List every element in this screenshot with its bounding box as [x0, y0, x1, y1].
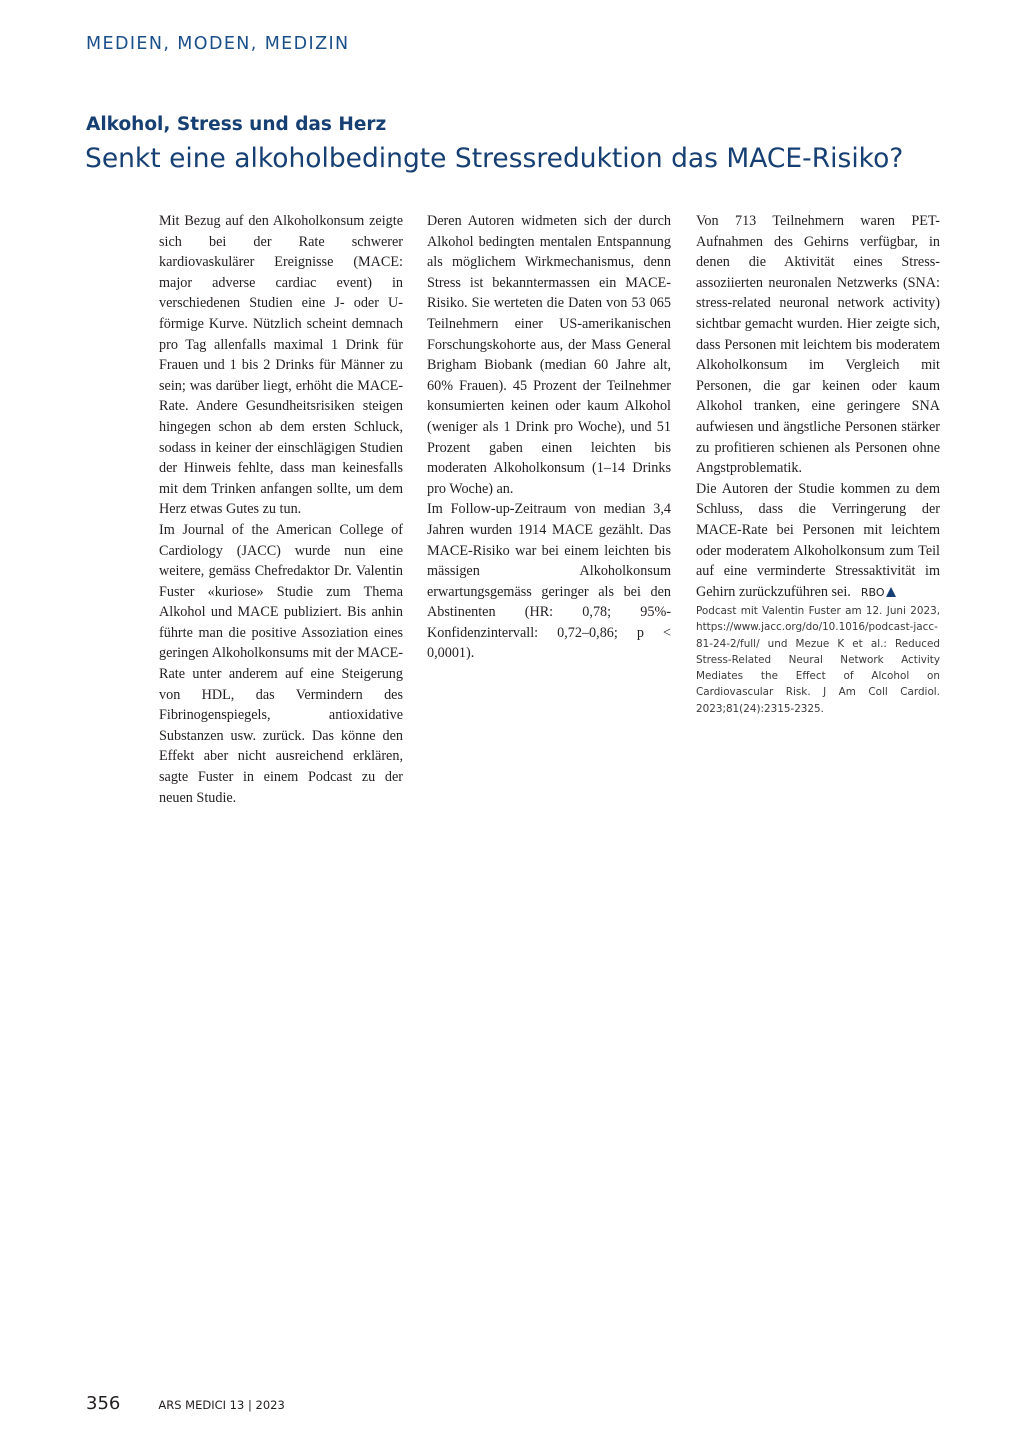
page-number: 356 [86, 1393, 121, 1414]
article-title: Senkt eine alkoholbedingte Stressreduktion das MACE-Risiko? [85, 143, 904, 174]
section-label: MEDIEN, MODEN, MEDIZIN [86, 34, 350, 54]
body-paragraph: Mit Bezug auf den Alkoholkonsum zeigte sich bei der Rate schwerer kardiovaskulärer Ereignisse (MACE: major adverse cardiac event) in verschiedenen Studien eine J- oder U-förmige Kurve. Nützlich scheint demnach pro Tag allenfalls maximal 1 Drink für Frauen und 1 bis 2 Drinks für Männer zu sein; was darüber liegt, erhöht die MACE-Rate. Andere Gesundheitsrisiken steigen hingegen schon ab dem ersten Schluck, sodass in keiner der einschlägigen Studien der Hinweis fehlte, dass man keinesfalls mit dem Trinken anfangen sollte, um dem Herz etwas Gutes zu tun. [159, 213, 403, 518]
body-paragraph: Im Journal of the American College of Cardiology (JACC) wurde nun eine weitere, gemäss Chefredaktor Dr. Valentin Fuster «kuriose» Studie zum Thema Alkohol und MACE publiziert. Bis anhin führte man die positive Assoziation eines geringen Alkoholkonsums mit der MACE-Rate unter anderem auf eine Steigerung von HDL, das Vermindern des Fibrinogenspiegels, antioxidative Substanzen usw. zurück. Das könne den Effekt aber nicht ausreichend erklären, sagte Fuster in einem Podcast zu der neuen Studie. [159, 521, 403, 806]
body-paragraph: Deren Autoren widmeten sich der durch Alkohol bedingten mentalen Entspannung als möglichem Wirkmechanismus, denn Stress ist bekanntermassen ein MACE-Risiko. Sie werteten die Daten von 53 065 Teilnehmern einer US-amerikanischen Forschungskohorte aus, der Mass General Brigham Biobank (median 60 Jahre alt, 60% Frauen). 45 Prozent der Teilnehmer konsumierten keinen oder kaum Alkohol (weniger als 1 Drink pro Woche), und 51 Prozent gaben einen leichten bis moderaten Alkoholkonsum (1–14 Drinks pro Woche) an. [427, 213, 671, 497]
body-paragraph: Im Follow-up-Zeitraum von median 3,4 Jahren wurden 1914 MACE gezählt. Das MACE-Risiko war bei einem leichten bis mässigen Alkoholkonsum erwartungsgemäss geringer als bei den Abstinenten (HR: 0,78; 95%-Konfidenzintervall: 0,72–0,86; p < 0,0001). [427, 501, 671, 662]
author-initials: RBO [860, 585, 885, 599]
article-column-3 [696, 211, 940, 717]
author-tag [861, 586, 897, 599]
end-of-article-triangle-icon [886, 587, 896, 597]
article-kicker: Alkohol, Stress und das Herz [86, 114, 387, 135]
body-paragraph-final [696, 479, 940, 604]
article-column-1 [159, 211, 403, 808]
reference-note: Podcast mit Valentin Fuster am 12. Juni 2023, https://www.jacc.org/do/10.1016/podcast-jacc-81-24-2/full/ und Mezue K et al.: Reduced Stress-Related Neural Network Activity Mediates the Effect of Alcohol on Cardiovascular Risk. J Am Coll Cardiol. 2023;81(24):2315-2325. [696, 605, 940, 715]
page-footer [86, 1393, 285, 1414]
article-column-2 [427, 211, 671, 664]
journal-issue: ARS MEDICI 13 | 2023 [158, 1398, 285, 1412]
body-paragraph: Von 713 Teilnehmern waren PET-Aufnahmen des Gehirns verfügbar, in denen die Aktivität eines Stress-assoziierten neuronalen Netzwerks (SNA: stress-related neuronal network activity) sichtbar gemacht wurden. Hier zeigte sich, dass Personen mit leichtem bis moderatem Alkoholkonsum im Vergleich mit Personen, die gar keinen oder kaum Alkohol tranken, eine geringere SNA aufwiesen und ängstliche Personen stärker zu profitieren schienen als Personen ohne Angstproblematik. [696, 213, 940, 477]
final-sentence: Die Autoren der Studie kommen zu dem Schluss, dass die Verringerung der MACE-Rate bei Personen mit leichtem oder moderatem Alkoholkonsum zum Teil auf eine verminderte Stressaktivität im Gehirn zurückzuführen sei. [696, 480, 940, 600]
